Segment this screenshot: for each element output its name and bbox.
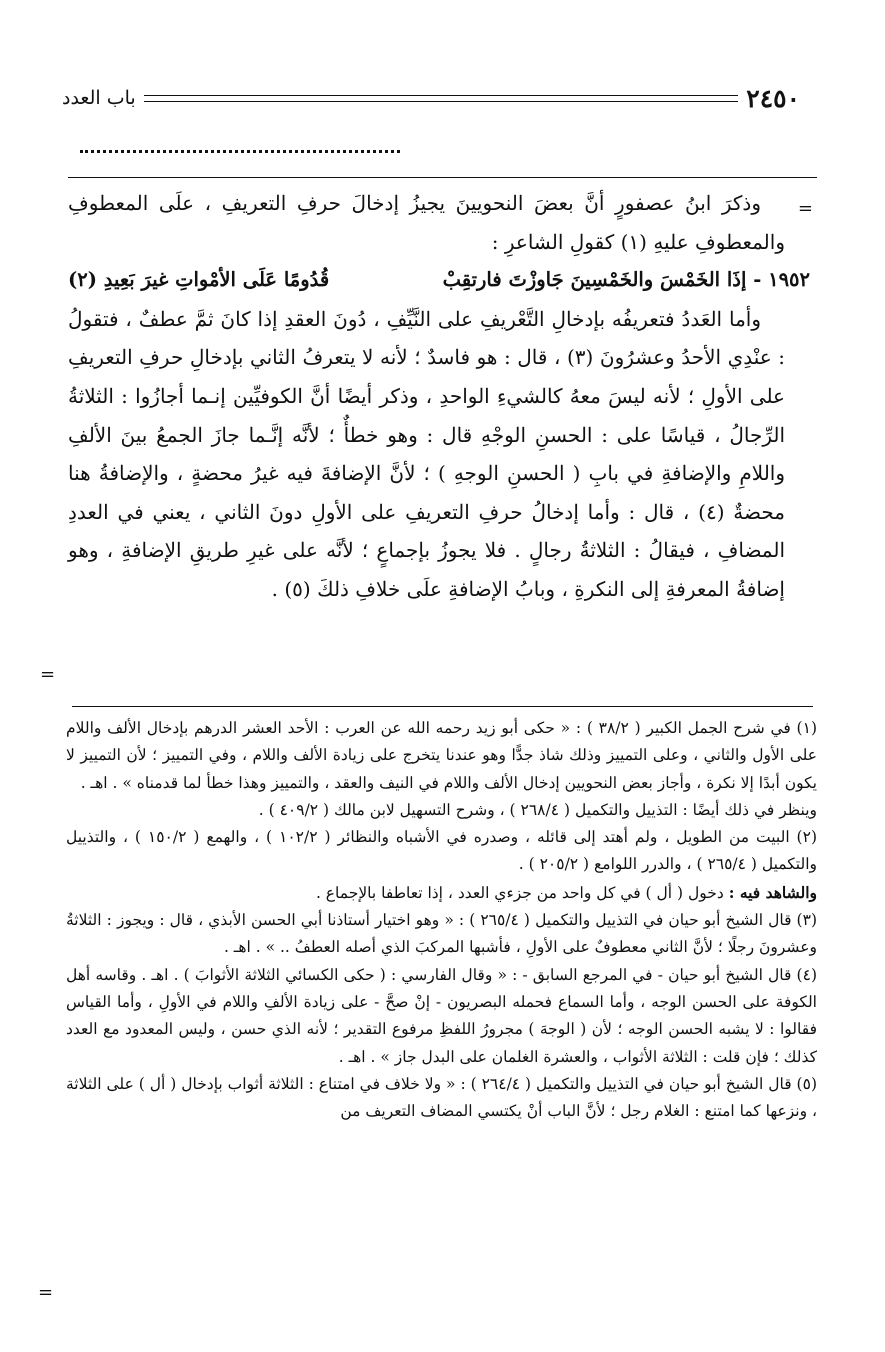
dotted-separator bbox=[80, 150, 400, 153]
main-text bbox=[68, 184, 810, 609]
paragraph-1: وذكرَ ابنُ عصفورٍ أنَّ بعضَ النحويينَ يجيزُ إدخالَ حرفِ التعريفِ ، علَى المعطوفِ والمعطوفِ عليهِ (١) كقولِ الشاعرِ : bbox=[68, 191, 785, 254]
header-separator-line bbox=[68, 177, 817, 178]
footnote-2-text: دخول ( أل ) في كل واحد من جزءي العدد ، إذا تعاطفا بالإجماع . bbox=[315, 883, 724, 902]
equals-mark-bottom: = bbox=[38, 1282, 54, 1303]
paragraph-2: وأما العَددُ فتعريفُه بإدخالِ التَّعْريفِ على النَّيِّفِ ، دُونَ العقدِ إذا كانَ ثمَّ عطفٌ ، فتقولُ : عنْدِي الأحدُ وعشرُونَ (٣) ، قال : هو فاسدٌ ؛ لأنه لا يتعرفُ الثاني بإدخالِ حرفِ التعريفِ على الأولِ ؛ لأنه ليسَ معهُ كالشيءِ الواحدِ ، وذكر أيضًا أنَّ الكوفيِّين إنـما أجازُوا : الثلاثةُ الرِّجالُ ، قياسًا على : الحسنِ الوجْهِ قال : وهو خطأٌ ؛ لأنَّه إنَّـما جازَ الجمعُ بينَ الألفِ واللامِ والإضافةِ في بابِ ( الحسنِ الوجهِ ) ؛ لأنَّ الإضافةَ فيه غيرُ محضةٍ ، والإضافةُ هنا محضةٌ (٤) ، قال : وأما إدخالُ حرفِ التعريفِ على الأولِ دونَ الثاني ، يعني في العددِ المضافِ ، فيقالُ : الثلاثةُ رجالٍ . فلا يجوزُ بإجماعٍ ؛ لأنَّه على غيرِ طريقِ الإضافةِ ، وهو إضافةُ المعرفةِ إلى النكرةِ ، وبابُ الإضافةِ علَى خلافِ ذلكَ (٥) . bbox=[68, 306, 786, 601]
footnote-2: (٢) البيت من الطويل ، ولم أهتد إلى قائله ، وصدره في الأشباه والنظائر ( ١٠٢/٢ ) ، والهمع ( ١٥٠/٢ ) ، والتذييل والتكميل ( ٢٦٥/٤ ) ، والدرر اللوامع ( ٢٠٥/٢ ) . bbox=[66, 828, 817, 874]
running-title: باب العدد bbox=[62, 87, 136, 109]
footnote-3: (٣) قال الشيخ أبو حيان في التذييل والتكميل ( ٢٦٥/٤ ) : « وهو اختيار أستاذنا أبي الحسن الأبذي ، قال : ويجوز : الثلاثةُ وعشرونَ رجلًا ؛ لأنَّ الثاني معطوفٌ على الأولِ ، فأشبها المركبَ الذي أصله العطفُ .. » . اهـ . bbox=[66, 911, 817, 957]
footnote-5: (٥) قال الشيخ أبو حيان في التذييل والتكميل ( ٢٦٤/٤ ) : « ولا خلاف في امتناع : الثلاثة أثواب بإدخال ( أل ) على الثلاثة ، ونزعها كما امتنع : الغلام رجل ؛ لأنَّ الباب أنْ يكتسي المضاف التعريف من bbox=[66, 1074, 817, 1121]
footnote-2-label: والشاهد فيه : bbox=[728, 882, 817, 902]
verse-hemistich-2: قُدُومًا عَلَى الأمْواتِ غيرَ بَعِيدِ (٢) bbox=[68, 268, 330, 292]
verse-first-half bbox=[443, 261, 810, 300]
verse-hemistich-1: إذَا الخَمْسَ والخَمْسِينَ جَاوزْتَ فارتقِبْ bbox=[442, 268, 747, 292]
footnotes bbox=[66, 715, 817, 1125]
equals-mark-top: = bbox=[797, 198, 813, 219]
footnote-4: (٤) قال الشيخ أبو حيان - في المرجع السابق - : « وقال الفارسي : ( حكى الكسائي الثلاثة الأثوابَ ) . اهـ . وقاسه أهل الكوفة على الحسن الوجه ، وأما السماع فحمله البصريون - إنْ صحَّ - على زيادة الألفِ واللام في الأولِ ، وأما القياس فقالوا : لا يشبه الحسن الوجه ؛ لأن ( الوجهَ ) مجرورُ اللفظِ مرفوع التقدير ؛ لأنه الذي حسن ، وليس المعدود مع العدد كذلك ؛ فإن قلت : الثلاثة الأثواب ، والعشرة الغلمان على البدل جاز » . اهـ . bbox=[66, 965, 817, 1066]
poetry-verse bbox=[68, 261, 810, 300]
page-header bbox=[62, 80, 800, 116]
footnote-2-cont bbox=[66, 879, 817, 907]
equals-mark-middle: = bbox=[40, 664, 56, 685]
footnote-separator bbox=[72, 706, 813, 707]
footnote-1-cont: وينظر في ذلك أيضًا : التذييل والتكميل ( ٢٦٨/٤ ) ، وشرح التسهيل لابن مالك ( ٤٠٩/٢ ) . bbox=[258, 800, 817, 819]
verse-number: ١٩٥٢ - bbox=[753, 268, 810, 292]
footnote-1: (١) في شرح الجمل الكبير ( ٣٨/٢ ) : « حكى أبو زيد رحمه الله عن العرب : الأحد العشر الدرهم بإدخال الألف واللام على الأول والثاني ، وعلى التمييز وذلك شاذ جدًّا وهو عندنا يتخرج على زيادة الألف واللام ، وفي التمييز ؛ لأن التمييز لا يكون أبدًا إلا نكرة ، وأجاز بعض النحويين إدخال الألف واللام في النيف والعقد ، والتمييز وهذا خطأ لما قدمناه » . اهـ . bbox=[66, 719, 817, 792]
page-number: ٢٤٥٠ bbox=[746, 83, 800, 113]
header-rule bbox=[144, 95, 739, 102]
